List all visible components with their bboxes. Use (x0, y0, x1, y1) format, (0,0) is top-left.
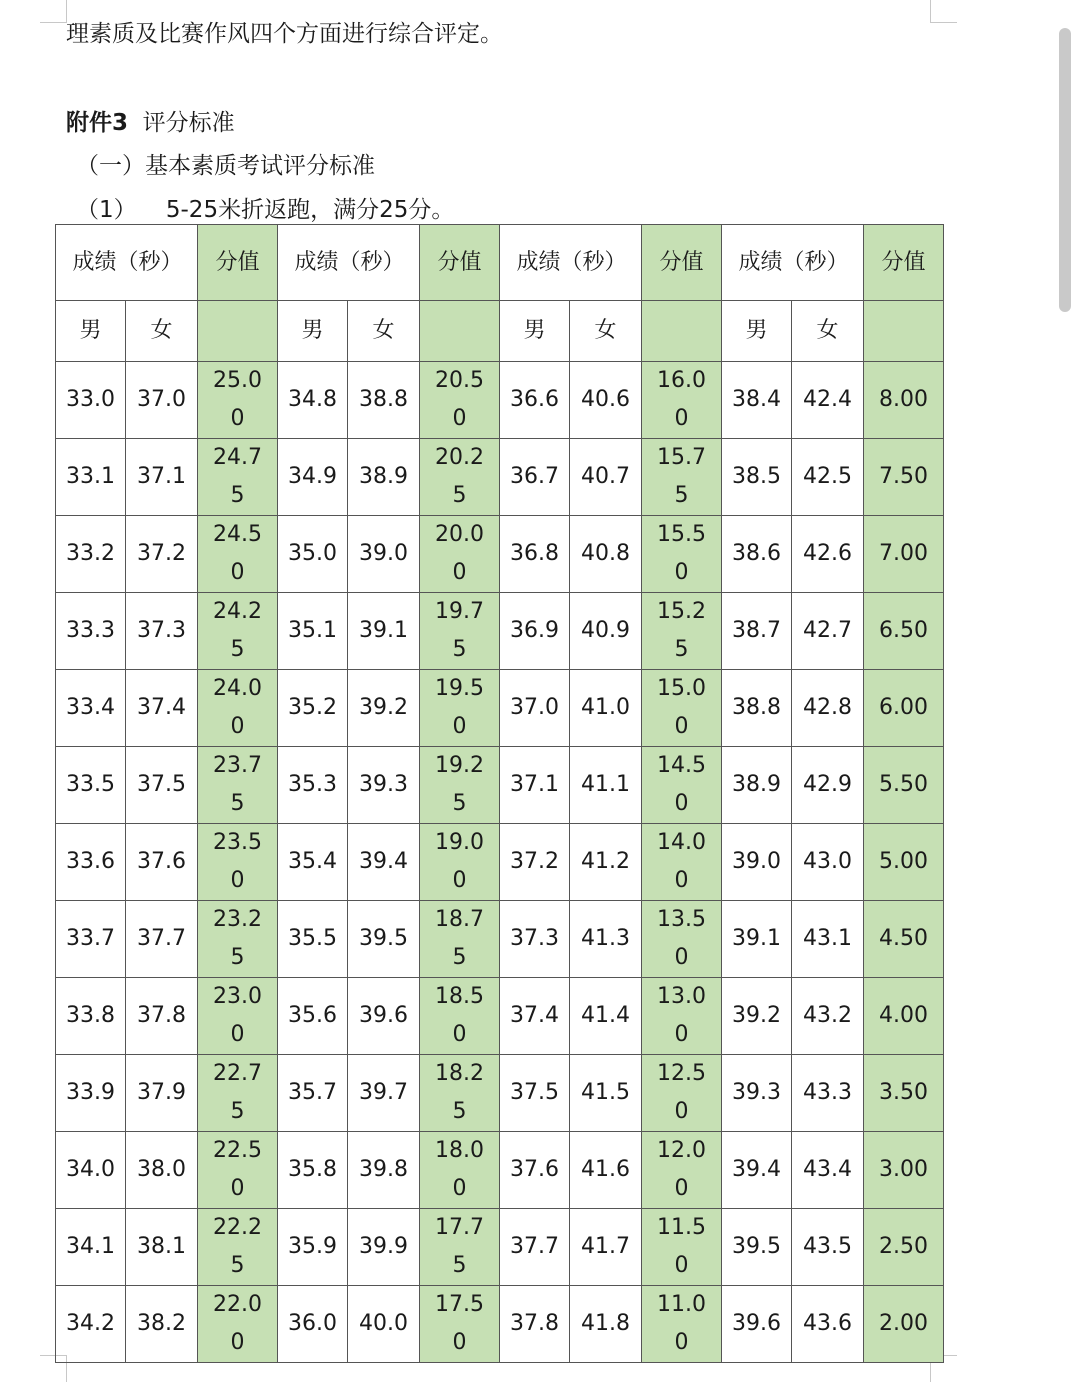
score-cell (864, 824, 944, 901)
table-row (56, 978, 944, 1055)
score-cell (642, 901, 722, 978)
female-time-cell: 41.8 (570, 1286, 642, 1363)
score-cell (198, 824, 278, 901)
male-time-cell: 38.5 (722, 439, 792, 516)
female-time-cell: 42.7 (792, 593, 864, 670)
male-time-cell: 35.7 (278, 1055, 348, 1132)
header-result-label: 成绩（秒） (72, 249, 183, 275)
header-result-label: 成绩（秒） (516, 249, 627, 275)
male-time-cell: 39.3 (722, 1055, 792, 1132)
score-value: 15.50 (657, 522, 706, 585)
score-cell (198, 1055, 278, 1132)
score-cell (642, 516, 722, 593)
female-time-cell: 41.4 (570, 978, 642, 1055)
male-time-cell: 38.4 (722, 362, 792, 439)
attachment-prefix: 附件3 (66, 110, 129, 136)
gender-male-cell: 男 (278, 301, 348, 362)
female-time-cell: 37.6 (126, 824, 198, 901)
table-row (56, 593, 944, 670)
male-time-cell: 35.2 (278, 670, 348, 747)
female-time-cell: 43.6 (792, 1286, 864, 1363)
female-time-cell: 42.4 (792, 362, 864, 439)
male-time-cell: 38.7 (722, 593, 792, 670)
score-value: 2.50 (879, 1234, 928, 1259)
score-cell (420, 901, 500, 978)
male-time-cell: 36.0 (278, 1286, 348, 1363)
score-value: 23.75 (213, 753, 262, 816)
table-row (56, 747, 944, 824)
male-time-cell: 33.6 (56, 824, 126, 901)
male-time-cell: 38.9 (722, 747, 792, 824)
table-body (56, 225, 944, 1363)
female-time-cell: 42.5 (792, 439, 864, 516)
score-value: 4.50 (879, 926, 928, 951)
score-value: 22.25 (213, 1215, 262, 1278)
score-value: 17.50 (435, 1292, 484, 1355)
score-cell (642, 1209, 722, 1286)
score-value: 24.00 (213, 676, 262, 739)
score-cell (198, 1286, 278, 1363)
score-cell (864, 1209, 944, 1286)
score-value: 7.00 (879, 541, 928, 566)
scrollbar-thumb[interactable] (1059, 28, 1071, 312)
female-time-cell: 41.1 (570, 747, 642, 824)
male-time-cell: 33.3 (56, 593, 126, 670)
score-value: 14.00 (657, 830, 706, 893)
header-result-cell (56, 225, 198, 301)
male-time-cell: 36.7 (500, 439, 570, 516)
gender-female-cell: 女 (792, 301, 864, 362)
score-value: 5.00 (879, 849, 928, 874)
male-time-cell: 37.6 (500, 1132, 570, 1209)
female-time-cell: 37.0 (126, 362, 198, 439)
score-cell (420, 1132, 500, 1209)
score-cell (198, 516, 278, 593)
page-corner-top-left (40, 0, 67, 23)
male-time-cell: 35.1 (278, 593, 348, 670)
header-result-cell (500, 225, 642, 301)
score-value: 22.00 (213, 1292, 262, 1355)
score-value: 20.25 (435, 445, 484, 508)
score-cell (642, 1132, 722, 1209)
female-time-cell: 37.9 (126, 1055, 198, 1132)
female-time-cell: 37.4 (126, 670, 198, 747)
score-value: 23.50 (213, 830, 262, 893)
female-time-cell: 41.7 (570, 1209, 642, 1286)
female-time-cell: 41.0 (570, 670, 642, 747)
score-cell (864, 901, 944, 978)
score-value: 19.00 (435, 830, 484, 893)
score-value: 24.25 (213, 599, 262, 662)
female-time-cell: 42.6 (792, 516, 864, 593)
score-cell (198, 362, 278, 439)
score-value: 15.75 (657, 445, 706, 508)
female-time-cell: 38.8 (348, 362, 420, 439)
male-time-cell: 33.7 (56, 901, 126, 978)
header-score-cell: 分值 (198, 225, 278, 301)
gender-score-blank-cell (864, 301, 944, 362)
female-time-cell: 39.7 (348, 1055, 420, 1132)
female-time-cell: 40.0 (348, 1286, 420, 1363)
score-cell (198, 978, 278, 1055)
score-cell (642, 439, 722, 516)
female-time-cell: 39.8 (348, 1132, 420, 1209)
male-time-cell: 34.1 (56, 1209, 126, 1286)
score-value: 22.50 (213, 1138, 262, 1201)
female-time-cell: 38.2 (126, 1286, 198, 1363)
score-cell (642, 670, 722, 747)
table-row (56, 1286, 944, 1363)
gender-male-cell: 男 (722, 301, 792, 362)
male-time-cell: 33.9 (56, 1055, 126, 1132)
score-value: 25.00 (213, 368, 262, 431)
section-heading: （一）基本素质考试评分标准 (76, 153, 375, 179)
score-cell (198, 747, 278, 824)
score-cell (864, 670, 944, 747)
attachment-title: 评分标准 (128, 110, 235, 136)
female-time-cell: 38.9 (348, 439, 420, 516)
male-time-cell: 37.1 (500, 747, 570, 824)
score-value: 23.00 (213, 984, 262, 1047)
score-value: 16.00 (657, 368, 706, 431)
female-time-cell: 38.0 (126, 1132, 198, 1209)
score-value: 14.50 (657, 753, 706, 816)
score-cell (420, 516, 500, 593)
score-cell (642, 362, 722, 439)
attachment-heading (66, 108, 235, 138)
score-value: 18.25 (435, 1061, 484, 1124)
male-time-cell: 33.0 (56, 362, 126, 439)
intro-text: 理素质及比赛作风四个方面进行综合评定。 (66, 21, 503, 47)
score-table (55, 224, 944, 1363)
score-value: 24.75 (213, 445, 262, 508)
gender-female-cell: 女 (348, 301, 420, 362)
score-value: 22.75 (213, 1061, 262, 1124)
male-time-cell: 33.4 (56, 670, 126, 747)
male-time-cell: 39.2 (722, 978, 792, 1055)
score-cell (864, 439, 944, 516)
score-value: 15.25 (657, 599, 706, 662)
score-cell (420, 439, 500, 516)
female-time-cell: 40.7 (570, 439, 642, 516)
male-time-cell: 37.4 (500, 978, 570, 1055)
male-time-cell: 35.8 (278, 1132, 348, 1209)
score-cell (420, 978, 500, 1055)
female-time-cell: 43.0 (792, 824, 864, 901)
score-cell (642, 978, 722, 1055)
female-time-cell: 43.4 (792, 1132, 864, 1209)
female-time-cell: 42.8 (792, 670, 864, 747)
score-value: 11.00 (657, 1292, 706, 1355)
score-cell (864, 593, 944, 670)
table-row (56, 1132, 944, 1209)
header-score-cell: 分值 (420, 225, 500, 301)
score-cell (198, 593, 278, 670)
score-value: 6.00 (879, 695, 928, 720)
score-value: 4.00 (879, 1003, 928, 1028)
score-cell (642, 1055, 722, 1132)
table-gender-row (56, 301, 944, 362)
score-cell (642, 1286, 722, 1363)
female-time-cell: 37.3 (126, 593, 198, 670)
page-corner-top-right (930, 0, 957, 23)
female-time-cell: 37.2 (126, 516, 198, 593)
score-cell (642, 824, 722, 901)
score-cell (420, 1286, 500, 1363)
male-time-cell: 39.4 (722, 1132, 792, 1209)
score-value: 18.00 (435, 1138, 484, 1201)
male-time-cell: 37.8 (500, 1286, 570, 1363)
female-time-cell: 37.5 (126, 747, 198, 824)
female-time-cell: 39.6 (348, 978, 420, 1055)
score-value: 2.00 (879, 1311, 928, 1336)
male-time-cell: 33.1 (56, 439, 126, 516)
female-time-cell: 37.7 (126, 901, 198, 978)
male-time-cell: 39.0 (722, 824, 792, 901)
male-time-cell: 37.2 (500, 824, 570, 901)
score-value: 3.50 (879, 1080, 928, 1105)
header-result-label: 成绩（秒） (294, 249, 405, 275)
table-row (56, 1209, 944, 1286)
female-time-cell: 37.1 (126, 439, 198, 516)
female-time-cell: 37.8 (126, 978, 198, 1055)
score-value: 13.50 (657, 907, 706, 970)
score-cell (420, 362, 500, 439)
item-heading: （1） 5-25米折返跑，满分25分。 (76, 197, 455, 223)
gender-male-cell: 男 (500, 301, 570, 362)
gender-score-blank-cell (642, 301, 722, 362)
female-time-cell: 43.5 (792, 1209, 864, 1286)
female-time-cell: 40.6 (570, 362, 642, 439)
table-row (56, 439, 944, 516)
score-cell (420, 1209, 500, 1286)
header-score-cell: 分值 (864, 225, 944, 301)
male-time-cell: 34.9 (278, 439, 348, 516)
score-cell (642, 593, 722, 670)
male-time-cell: 37.0 (500, 670, 570, 747)
gender-female-cell: 女 (126, 301, 198, 362)
female-time-cell: 39.3 (348, 747, 420, 824)
male-time-cell: 35.5 (278, 901, 348, 978)
score-value: 8.00 (879, 387, 928, 412)
header-result-cell (722, 225, 864, 301)
score-cell (864, 362, 944, 439)
female-time-cell: 39.4 (348, 824, 420, 901)
score-value: 13.00 (657, 984, 706, 1047)
score-value: 19.75 (435, 599, 484, 662)
score-value: 18.75 (435, 907, 484, 970)
male-time-cell: 36.8 (500, 516, 570, 593)
table-row (56, 516, 944, 593)
male-time-cell: 36.9 (500, 593, 570, 670)
male-time-cell: 39.5 (722, 1209, 792, 1286)
female-time-cell: 41.2 (570, 824, 642, 901)
male-time-cell: 35.0 (278, 516, 348, 593)
header-score-cell: 分值 (642, 225, 722, 301)
table-row (56, 670, 944, 747)
header-result-cell (278, 225, 420, 301)
female-time-cell: 41.3 (570, 901, 642, 978)
female-time-cell: 43.3 (792, 1055, 864, 1132)
male-time-cell: 35.4 (278, 824, 348, 901)
score-cell (864, 1055, 944, 1132)
score-cell (420, 593, 500, 670)
score-value: 11.50 (657, 1215, 706, 1278)
score-value: 17.75 (435, 1215, 484, 1278)
table-row (56, 362, 944, 439)
male-time-cell: 35.3 (278, 747, 348, 824)
score-cell (864, 1132, 944, 1209)
score-value: 20.50 (435, 368, 484, 431)
male-time-cell: 37.3 (500, 901, 570, 978)
male-time-cell: 33.2 (56, 516, 126, 593)
score-value: 12.50 (657, 1061, 706, 1124)
table-header-row (56, 225, 944, 301)
male-time-cell: 34.2 (56, 1286, 126, 1363)
score-value: 19.50 (435, 676, 484, 739)
male-time-cell: 38.6 (722, 516, 792, 593)
score-cell (420, 824, 500, 901)
male-time-cell: 35.9 (278, 1209, 348, 1286)
male-time-cell: 36.6 (500, 362, 570, 439)
score-value: 18.50 (435, 984, 484, 1047)
male-time-cell: 39.1 (722, 901, 792, 978)
score-value: 3.00 (879, 1157, 928, 1182)
gender-score-blank-cell (420, 301, 500, 362)
gender-score-blank-cell (198, 301, 278, 362)
score-cell (864, 747, 944, 824)
female-time-cell: 39.9 (348, 1209, 420, 1286)
score-cell (420, 1055, 500, 1132)
female-time-cell: 39.2 (348, 670, 420, 747)
score-value: 23.25 (213, 907, 262, 970)
table-row (56, 824, 944, 901)
female-time-cell: 40.9 (570, 593, 642, 670)
female-time-cell: 42.9 (792, 747, 864, 824)
table-row (56, 901, 944, 978)
score-value: 15.00 (657, 676, 706, 739)
female-time-cell: 41.5 (570, 1055, 642, 1132)
female-time-cell: 38.1 (126, 1209, 198, 1286)
table-row (56, 1055, 944, 1132)
male-time-cell: 38.8 (722, 670, 792, 747)
female-time-cell: 39.5 (348, 901, 420, 978)
score-value: 19.25 (435, 753, 484, 816)
score-value: 5.50 (879, 772, 928, 797)
gender-female-cell: 女 (570, 301, 642, 362)
male-time-cell: 33.8 (56, 978, 126, 1055)
score-cell (420, 747, 500, 824)
male-time-cell: 34.8 (278, 362, 348, 439)
male-time-cell: 34.0 (56, 1132, 126, 1209)
score-cell (198, 439, 278, 516)
female-time-cell: 43.1 (792, 901, 864, 978)
male-time-cell: 39.6 (722, 1286, 792, 1363)
score-cell (198, 1209, 278, 1286)
male-time-cell: 35.6 (278, 978, 348, 1055)
score-cell (420, 670, 500, 747)
score-cell (642, 747, 722, 824)
header-result-label: 成绩（秒） (738, 249, 849, 275)
female-time-cell: 41.6 (570, 1132, 642, 1209)
female-time-cell: 39.0 (348, 516, 420, 593)
score-cell (864, 1286, 944, 1363)
score-cell (864, 516, 944, 593)
score-value: 20.00 (435, 522, 484, 585)
gender-male-cell: 男 (56, 301, 126, 362)
male-time-cell: 37.7 (500, 1209, 570, 1286)
score-cell (198, 1132, 278, 1209)
score-value: 7.50 (879, 464, 928, 489)
male-time-cell: 37.5 (500, 1055, 570, 1132)
score-value: 6.50 (879, 618, 928, 643)
score-cell (198, 901, 278, 978)
female-time-cell: 40.8 (570, 516, 642, 593)
score-cell (864, 978, 944, 1055)
score-value: 24.50 (213, 522, 262, 585)
female-time-cell: 43.2 (792, 978, 864, 1055)
score-cell (198, 670, 278, 747)
female-time-cell: 39.1 (348, 593, 420, 670)
score-value: 12.00 (657, 1138, 706, 1201)
male-time-cell: 33.5 (56, 747, 126, 824)
